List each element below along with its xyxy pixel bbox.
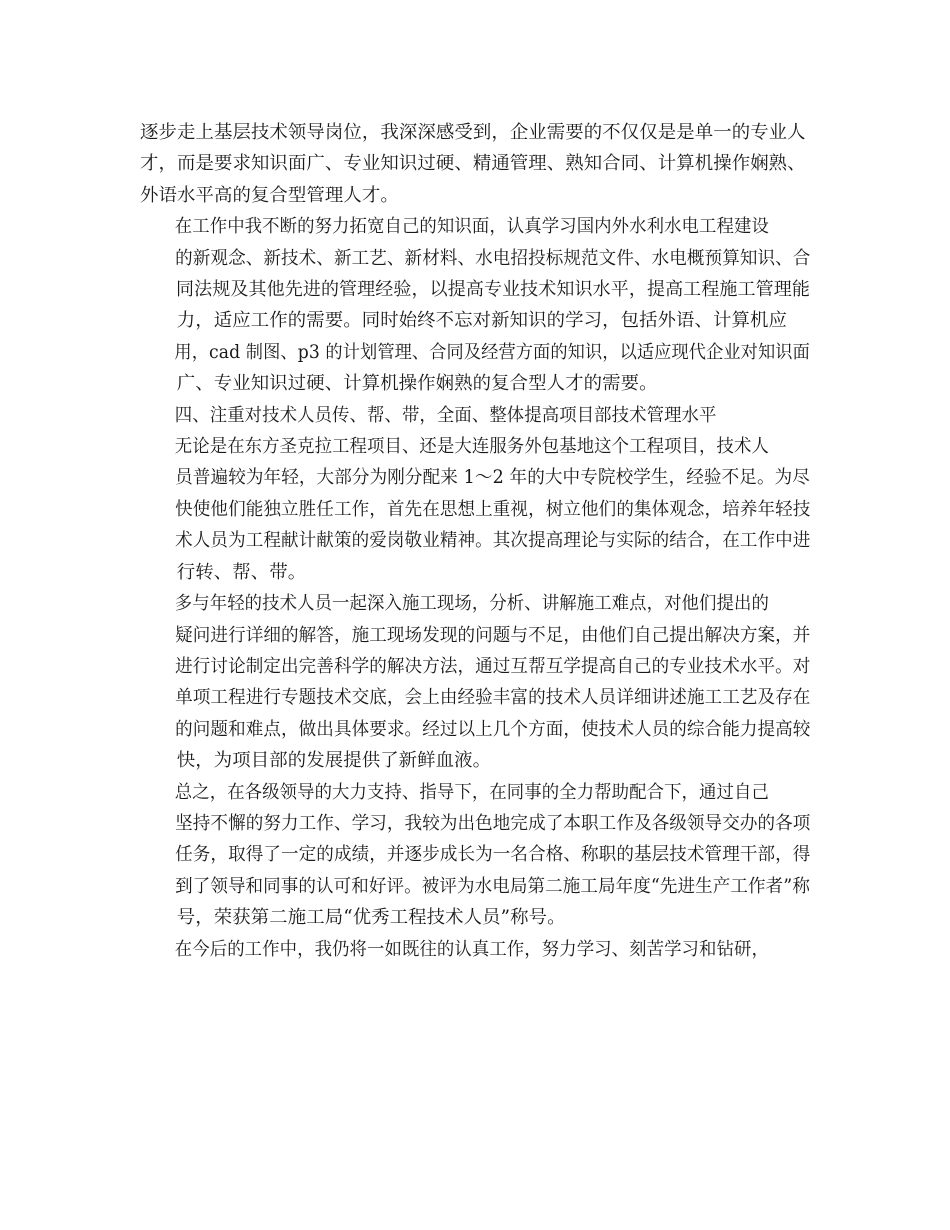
- text-line: 行转、帮、带。: [176, 561, 307, 583]
- text-line: 的问题和难点，做出具体要求。经过以上几个方面，使技术人员的综合能力提高较: [175, 718, 811, 740]
- text-line: 在今后的工作中，我仍将一如既往的认真工作，努力学习、刻苦学习和钻研，: [174, 938, 769, 960]
- text-line: 用，cad 制图、p3 的计划管理、合同及经营方面的知识，以适应现代企业对知识面: [174, 341, 810, 363]
- text-line: 同法规及其他先进的管理经验，以提高专业技术知识水平，提高工程施工管理能: [176, 279, 810, 301]
- text-line: 快，为项目部的发展提供了新鲜血液。: [176, 750, 492, 772]
- paragraph: [140, 934, 810, 965]
- text-line: 号，荣获第二施工局“优秀工程技术人员”称号。: [176, 907, 566, 929]
- paragraph: [140, 117, 810, 211]
- paragraph: [140, 777, 810, 934]
- text-line: 到了领导和同事的认可和好评。被评为水电局第二施工局年度“先进生产工作者”称: [175, 875, 810, 897]
- text-line: 才，而是要求知识面广、专业知识过硬、精通管理、熟知合同、计算机操作娴熟、: [140, 153, 806, 175]
- text-line: 疑问进行详细的解答，施工现场发现的问题与不足，由他们自己提出解决方案，并: [175, 624, 811, 646]
- text-line: 逐步走上基层技术领导岗位，我深深感受到，企业需要的不仅仅是是单一的专业人: [140, 122, 806, 143]
- text-line: 总之，在各级领导的大力支持、指导下，在同事的全力帮助配合下，通过自己: [174, 781, 769, 803]
- text-line: 无论是在东方圣克拉工程项目、还是大连服务外包基地这个工程项目，技术人: [174, 436, 769, 458]
- paragraph: [140, 400, 810, 431]
- text-line: 广、专业知识过硬、计算机操作娴熟的复合型人才的需要。: [176, 373, 658, 395]
- text-line: 术人员为工程献计献策的爱岗敬业精神。其次提高理论与实际的结合，在工作中进: [175, 530, 811, 552]
- paragraph: [140, 588, 810, 776]
- text-line: 单项工程进行专题技术交底，会上由经验丰富的技术人员详细讲述施工工艺及存在: [175, 687, 811, 709]
- text-line: 进行讨论制定出完善科学的解决方法，通过互帮互学提高自己的专业技术水平。对: [175, 655, 811, 677]
- text-line: 多与年轻的技术人员一起深入施工现场，分析、讲解施工难点，对他们提出的: [174, 593, 769, 615]
- paragraph: [140, 211, 810, 399]
- text-line: 快使他们能独立胜任工作，首先在思想上重视，树立他们的集体观念，培养年轻技: [175, 498, 811, 520]
- text-line: 在工作中我不断的努力拓宽自己的知识面，认真学习国内外水利水电工程建设: [174, 216, 769, 238]
- paragraph: [140, 431, 810, 588]
- text-line: 四、注重对技术人员传、帮、带，全面、整体提高项目部技术管理水平: [174, 404, 717, 426]
- document-body: [140, 117, 810, 965]
- text-line: 坚持不懈的努力工作、学习，我较为出色地完成了本职工作及各级领导交办的各项: [175, 812, 811, 834]
- text-line: 的新观念、新技术、新工艺、新材料、水电招投标规范文件、水电概预算知识、合: [175, 247, 811, 269]
- text-line: 力，适应工作的需要。同时始终不忘对新知识的学习，包括外语、计算机应: [176, 310, 787, 332]
- text-line: 外语水平高的复合型管理人才。: [140, 184, 399, 206]
- text-line: 员普遍较为年轻，大部分为刚分配来 1～2 年的大中专院校学生，经验不足。为尽: [175, 467, 810, 489]
- text-line: 任务，取得了一定的成绩，并逐步成长为一名合格、称职的基层技术管理干部，得: [175, 844, 811, 866]
